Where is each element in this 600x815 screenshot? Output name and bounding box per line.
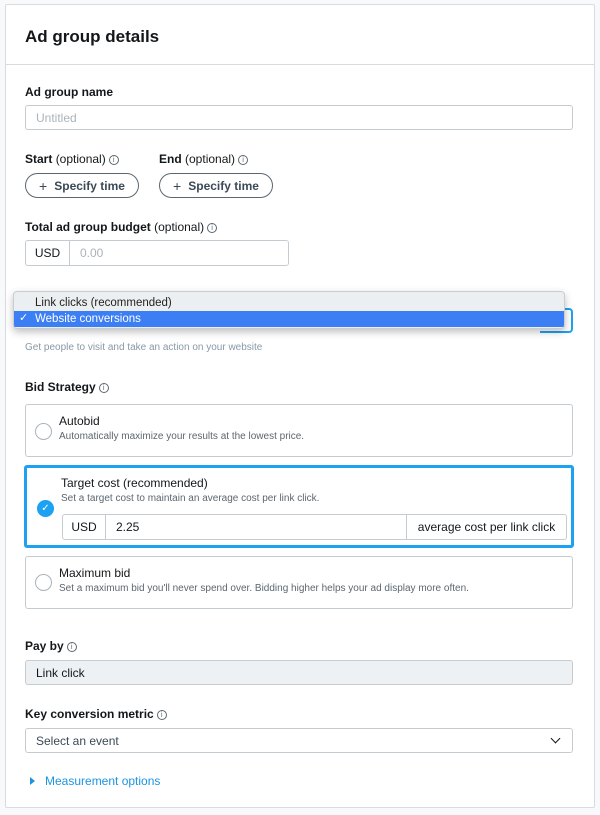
goal-dropdown-list bbox=[13, 291, 565, 329]
target-cost-input-group bbox=[62, 514, 567, 540]
target-cost-input[interactable] bbox=[106, 515, 406, 539]
key-conversion-metric-label: Key conversion metric i bbox=[25, 707, 167, 721]
info-icon[interactable]: i bbox=[99, 383, 109, 393]
plus-icon: + bbox=[39, 177, 48, 194]
end-specify-time-button[interactable]: + Specify time bbox=[159, 173, 273, 198]
currency-prefix: USD bbox=[63, 515, 106, 539]
budget-input[interactable] bbox=[70, 241, 288, 265]
info-icon[interactable]: i bbox=[109, 155, 119, 165]
currency-prefix: USD bbox=[26, 241, 70, 265]
maximum-bid-radio[interactable] bbox=[35, 574, 52, 591]
cost-suffix: average cost per link click bbox=[406, 515, 566, 539]
caret-right-icon bbox=[30, 777, 35, 785]
budget-label: Total ad group budget (optional) i bbox=[25, 220, 217, 234]
plus-icon: + bbox=[173, 177, 182, 194]
key-conversion-metric-select[interactable]: Select an event bbox=[25, 728, 573, 753]
bid-option-autobid[interactable] bbox=[25, 404, 573, 457]
chevron-down-icon bbox=[551, 734, 561, 744]
target-cost-title: Target cost (recommended) bbox=[61, 476, 208, 490]
autobid-title: Autobid bbox=[59, 414, 100, 428]
end-label: End (optional) i bbox=[159, 152, 248, 166]
start-label: Start (optional) i bbox=[25, 152, 119, 166]
info-icon[interactable]: i bbox=[67, 642, 77, 652]
check-icon: ✓ bbox=[19, 312, 29, 324]
target-cost-desc: Set a target cost to maintain an average cost per link click. bbox=[61, 493, 320, 504]
goal-hint: Get people to visit and take an action on your website bbox=[25, 342, 263, 353]
pay-by-value: Link click bbox=[25, 660, 573, 685]
info-icon[interactable]: i bbox=[238, 155, 248, 165]
maximum-bid-title: Maximum bid bbox=[59, 566, 131, 580]
panel-title: Ad group details bbox=[25, 27, 160, 46]
autobid-desc: Automatically maximize your results at the lowest price. bbox=[59, 431, 305, 442]
ad-group-name-label: Ad group name bbox=[25, 85, 114, 99]
budget-input-group bbox=[25, 240, 289, 266]
start-specify-time-button[interactable]: + Specify time bbox=[25, 173, 139, 198]
goal-option-link-clicks[interactable]: Link clicks (recommended) bbox=[35, 297, 172, 309]
bid-strategy-label: Bid Strategy i bbox=[25, 380, 109, 394]
bid-option-target-cost[interactable] bbox=[24, 465, 574, 548]
panel-header bbox=[6, 5, 594, 65]
ad-group-name-input[interactable] bbox=[25, 105, 573, 130]
autobid-radio[interactable] bbox=[35, 423, 52, 440]
info-icon[interactable]: i bbox=[207, 223, 217, 233]
check-icon[interactable]: ✓ bbox=[37, 500, 54, 517]
maximum-bid-desc: Set a maximum bid you'll never spend over. Bidding higher helps your ad display more often. bbox=[59, 583, 469, 594]
measurement-options-toggle[interactable]: Measurement options bbox=[30, 774, 160, 788]
pay-by-label: Pay by i bbox=[25, 639, 77, 653]
bid-option-maximum-bid[interactable] bbox=[25, 556, 573, 609]
info-icon[interactable]: i bbox=[157, 710, 167, 720]
goal-option-website-conversions[interactable]: ✓ Website conversions bbox=[14, 311, 564, 327]
